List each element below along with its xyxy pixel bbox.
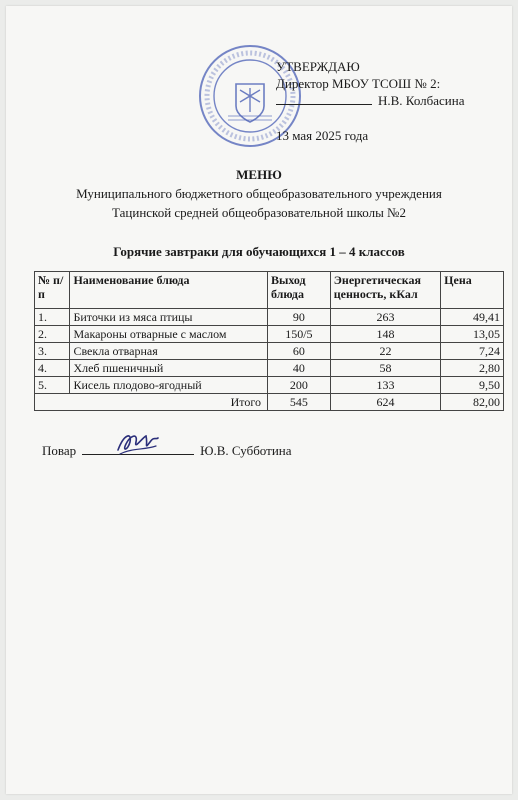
table-row [35,377,504,394]
director-name: Н.В. Колбасина [378,93,465,108]
table-total-row [35,394,504,411]
row-price: 49,41 [441,309,504,326]
row-output: 150/5 [267,326,330,343]
cook-label: Повар [42,443,77,458]
cook-name: Ю.В. Субботина [200,443,292,458]
table-row [35,309,504,326]
row-price: 9,50 [441,377,504,394]
row-output: 90 [267,309,330,326]
total-price: 82,00 [441,394,504,411]
row-output: 200 [267,377,330,394]
row-dish-name: Биточки из мяса птицы [70,309,268,326]
row-output: 60 [267,343,330,360]
director-position: Директор МБОУ ТСОШ № 2: [276,76,441,91]
row-dish-name: Хлеб пшеничный [70,360,268,377]
row-number: 4. [35,360,70,377]
header-price: Цена [441,272,504,309]
table-row [35,326,504,343]
director-signature-row [276,92,506,109]
menu-subtitle: Горячие завтраки для обучающихся 1 – 4 классов [113,244,405,259]
row-dish-name: Свекла отварная [70,343,268,360]
menu-table [34,271,504,411]
approval-block [276,58,506,109]
table-row [35,360,504,377]
row-price: 13,05 [441,326,504,343]
table-row [35,343,504,360]
header-output: Выход блюда [267,272,330,309]
director-signature-line [276,92,372,105]
signature-icon [114,428,160,458]
approval-date: 13 мая 2025 года [276,128,369,143]
header-energy: Энергетическая ценность, кКал [330,272,440,309]
row-energy: 133 [330,377,440,394]
header-dish-name: Наименование блюда [70,272,268,309]
row-dish-name: Макароны отварные с маслом [70,326,268,343]
organization-line-2: Тацинской средней общеобразовательной школы №2 [112,205,406,220]
total-label: Итого [35,394,268,411]
row-energy: 263 [330,309,440,326]
row-number: 1. [35,309,70,326]
row-dish-name: Кисель плодово-ягодный [70,377,268,394]
row-number: 5. [35,377,70,394]
page-title: МЕНЮ [236,167,282,182]
row-energy: 148 [330,326,440,343]
cook-signature-row [42,442,292,459]
organization-line-1: Муниципального бюджетного общеобразовательного учреждения [76,186,442,201]
document-page [6,6,512,794]
row-output: 40 [267,360,330,377]
table-header-row [35,272,504,309]
row-number: 3. [35,343,70,360]
row-number: 2. [35,326,70,343]
row-energy: 58 [330,360,440,377]
row-price: 7,24 [441,343,504,360]
approve-label: УТВЕРЖДАЮ [276,59,360,74]
header-number: № п/п [35,272,70,309]
total-energy: 624 [330,394,440,411]
row-energy: 22 [330,343,440,360]
total-output: 545 [267,394,330,411]
row-price: 2,80 [441,360,504,377]
